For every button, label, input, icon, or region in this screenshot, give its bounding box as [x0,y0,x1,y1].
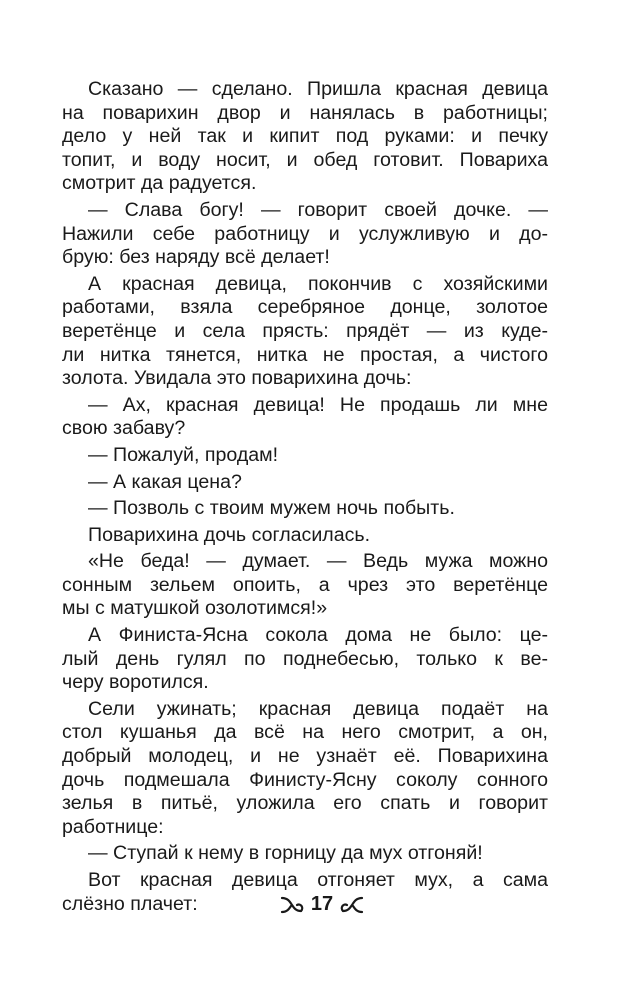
text-line: — Ах, красная девица! Не продашь ли мне [88,393,548,416]
text-line: золота. Увидала это поварихина дочь: [62,367,412,390]
text-line: добрый молодец, и не узнаёт её. Поварихина [62,745,548,768]
text-line: свою забаву? [62,417,186,440]
text-line: А Финиста-Ясна сокола дома не было: це- [88,624,548,647]
text-line: ли нитка тянется, нитка не простая, а чистого [62,343,548,366]
text-line: на поварихин двор и нанялась в работницы; [62,101,548,124]
curl-ornament-left-icon [279,894,305,916]
paragraph [62,444,548,468]
text-line: слёзно плачет: [62,892,198,915]
paragraph [62,497,548,521]
paragraph [62,78,548,196]
text-line: работнице: [62,815,164,838]
text-line: Нажили себе работницу и услужливую и до- [62,222,548,245]
paragraph [62,624,548,695]
text-line: веретёнце и села прясть: прядёт — из куде- [62,319,548,342]
text-line: «Не беда! — думает. — Ведь мужа можно [88,550,548,573]
paragraph [62,842,548,866]
paragraph [62,471,548,495]
text-line: сонным зельем опоить, а чрез это веретёнце [62,573,548,596]
text-line: брую: без наряду всё делает! [62,246,330,269]
text-line: — А какая цена? [88,470,242,493]
paragraph [62,524,548,548]
paragraph [62,698,548,840]
text-line: черу воротился. [62,671,209,694]
text-line: — Ступай к нему в горницу да мух отгоняй! [88,842,483,865]
book-page-text [62,78,548,919]
curl-ornament-right-icon [339,894,365,916]
text-line: смотрит да радуется. [62,172,257,195]
text-line: Сказано — сделано. Пришла красная девица [88,78,548,100]
text-line: Сели ужинать; красная девица подаёт на [88,697,548,720]
paragraph [62,394,548,441]
text-line: мы с матушкой озолотимся!» [62,597,328,620]
text-line: работами, взяла серебряное донце, золотое [62,296,548,319]
page-footer [0,893,644,916]
text-line: дочь подмешала Финисту-Ясну соколу сонного [62,768,548,791]
text-line: зелья в питьё, уложила его спать и говорит [62,792,548,815]
text-line: — Слава богу! — говорит своей дочке. — [88,198,548,221]
text-line: — Позволь с твоим мужем ночь побыть. [88,497,455,520]
text-line: лый день гулял по поднебесью, только к ве- [62,647,548,670]
text-line: дело у ней так и кипит под руками: и печку [62,125,548,148]
text-line: А красная девица, покончив с хозяйскими [88,272,548,295]
page-number: 17 [310,893,334,915]
paragraph [62,273,548,391]
text-line: Поварихина дочь согласилась. [88,523,371,546]
text-line: Вот красная девица отгоняет мух, а сама [88,869,548,891]
text-line: топит, и воду носит, и обед готовит. Повариха [62,148,548,171]
text-line: стол кушанья да всё на него смотрит, а он, [62,721,548,744]
text-line: — Пожалуй, продам! [88,443,279,466]
paragraph [62,199,548,270]
paragraph [62,550,548,621]
